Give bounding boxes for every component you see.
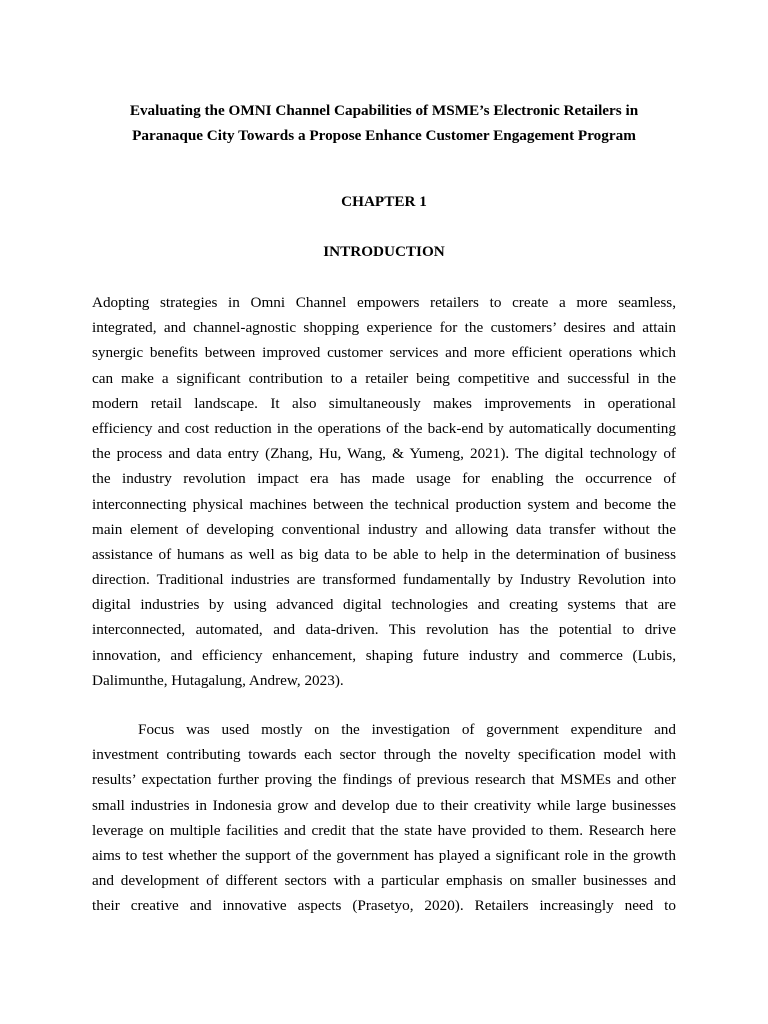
text-line: Focus was used mostly on the investigation of government expenditure and bbox=[138, 721, 676, 738]
text-line: can make a significant contribution to a retailer being competitive and successful in the bbox=[92, 369, 676, 387]
text-line: the industry revolution impact era has made usage for enabling the occurrence of bbox=[92, 470, 676, 488]
text-line: synergic benefits between improved customer services and more efficient operations which bbox=[92, 344, 676, 362]
text-line: digital industries by using advanced digital technologies and creating systems that are bbox=[92, 596, 676, 614]
text-line: the process and data entry (Zhang, Hu, Wang, & Yumeng, 2021). The digital technology of bbox=[92, 445, 676, 463]
paragraph-1 bbox=[92, 290, 676, 693]
text-line: interconnecting physical machines between the technical production system and become the bbox=[92, 495, 676, 513]
text-line: integrated, and channel-agnostic shopping experience for the customers’ desires and attain bbox=[92, 319, 676, 337]
text-line: results’ expectation further proving the findings of previous research that MSMEs and other bbox=[92, 771, 676, 789]
text-line: innovation, and efficiency enhancement, shaping future industry and commerce (Lubis, bbox=[92, 646, 676, 664]
text-line: small industries in Indonesia grow and develop due to their creativity while large businesses bbox=[92, 796, 676, 814]
text-line: their creative and innovative aspects (Prasetyo, 2020). Retailers increasingly need to bbox=[92, 897, 676, 915]
text-line: main element of developing conventional industry and allowing data transfer without the bbox=[92, 520, 676, 538]
text-line: leverage on multiple facilities and credit that the state have provided to them. Research here bbox=[92, 821, 676, 839]
text-line: direction. Traditional industries are transformed fundamentally by Industry Revolution into bbox=[92, 571, 676, 589]
text-line: and development of different sectors with a particular emphasis on smaller businesses and bbox=[92, 872, 676, 890]
text-line: interconnected, automated, and data-driven. This revolution has the potential to drive bbox=[92, 621, 676, 639]
title-line: Evaluating the OMNI Channel Capabilities of MSME’s Electronic Retailers in bbox=[129, 102, 639, 119]
text-line: assistance of humans as well as big data to be able to help in the determination of business bbox=[92, 545, 676, 563]
text-line: modern retail landscape. It also simultaneously makes improvements in operational bbox=[92, 394, 676, 412]
title-line: Paranaque City Towards a Propose Enhance Customer Engagement Program bbox=[132, 127, 636, 144]
text-line: aims to test whether the support of the government has played a significant role in the growth bbox=[92, 846, 676, 864]
section-heading: INTRODUCTION bbox=[323, 243, 445, 260]
paragraph-2 bbox=[92, 717, 676, 919]
text-line: efficiency and cost reduction in the operations of the back-end by automatically documenting bbox=[92, 419, 676, 437]
document-title bbox=[92, 98, 676, 148]
text-line: Adopting strategies in Omni Channel empowers retailers to create a more seamless, bbox=[92, 294, 676, 311]
chapter-heading: CHAPTER 1 bbox=[341, 193, 427, 210]
text-line: investment contributing towards each sector through the novelty specification model with bbox=[92, 746, 676, 764]
text-line: Dalimunthe, Hutagalung, Andrew, 2023). bbox=[92, 671, 344, 689]
